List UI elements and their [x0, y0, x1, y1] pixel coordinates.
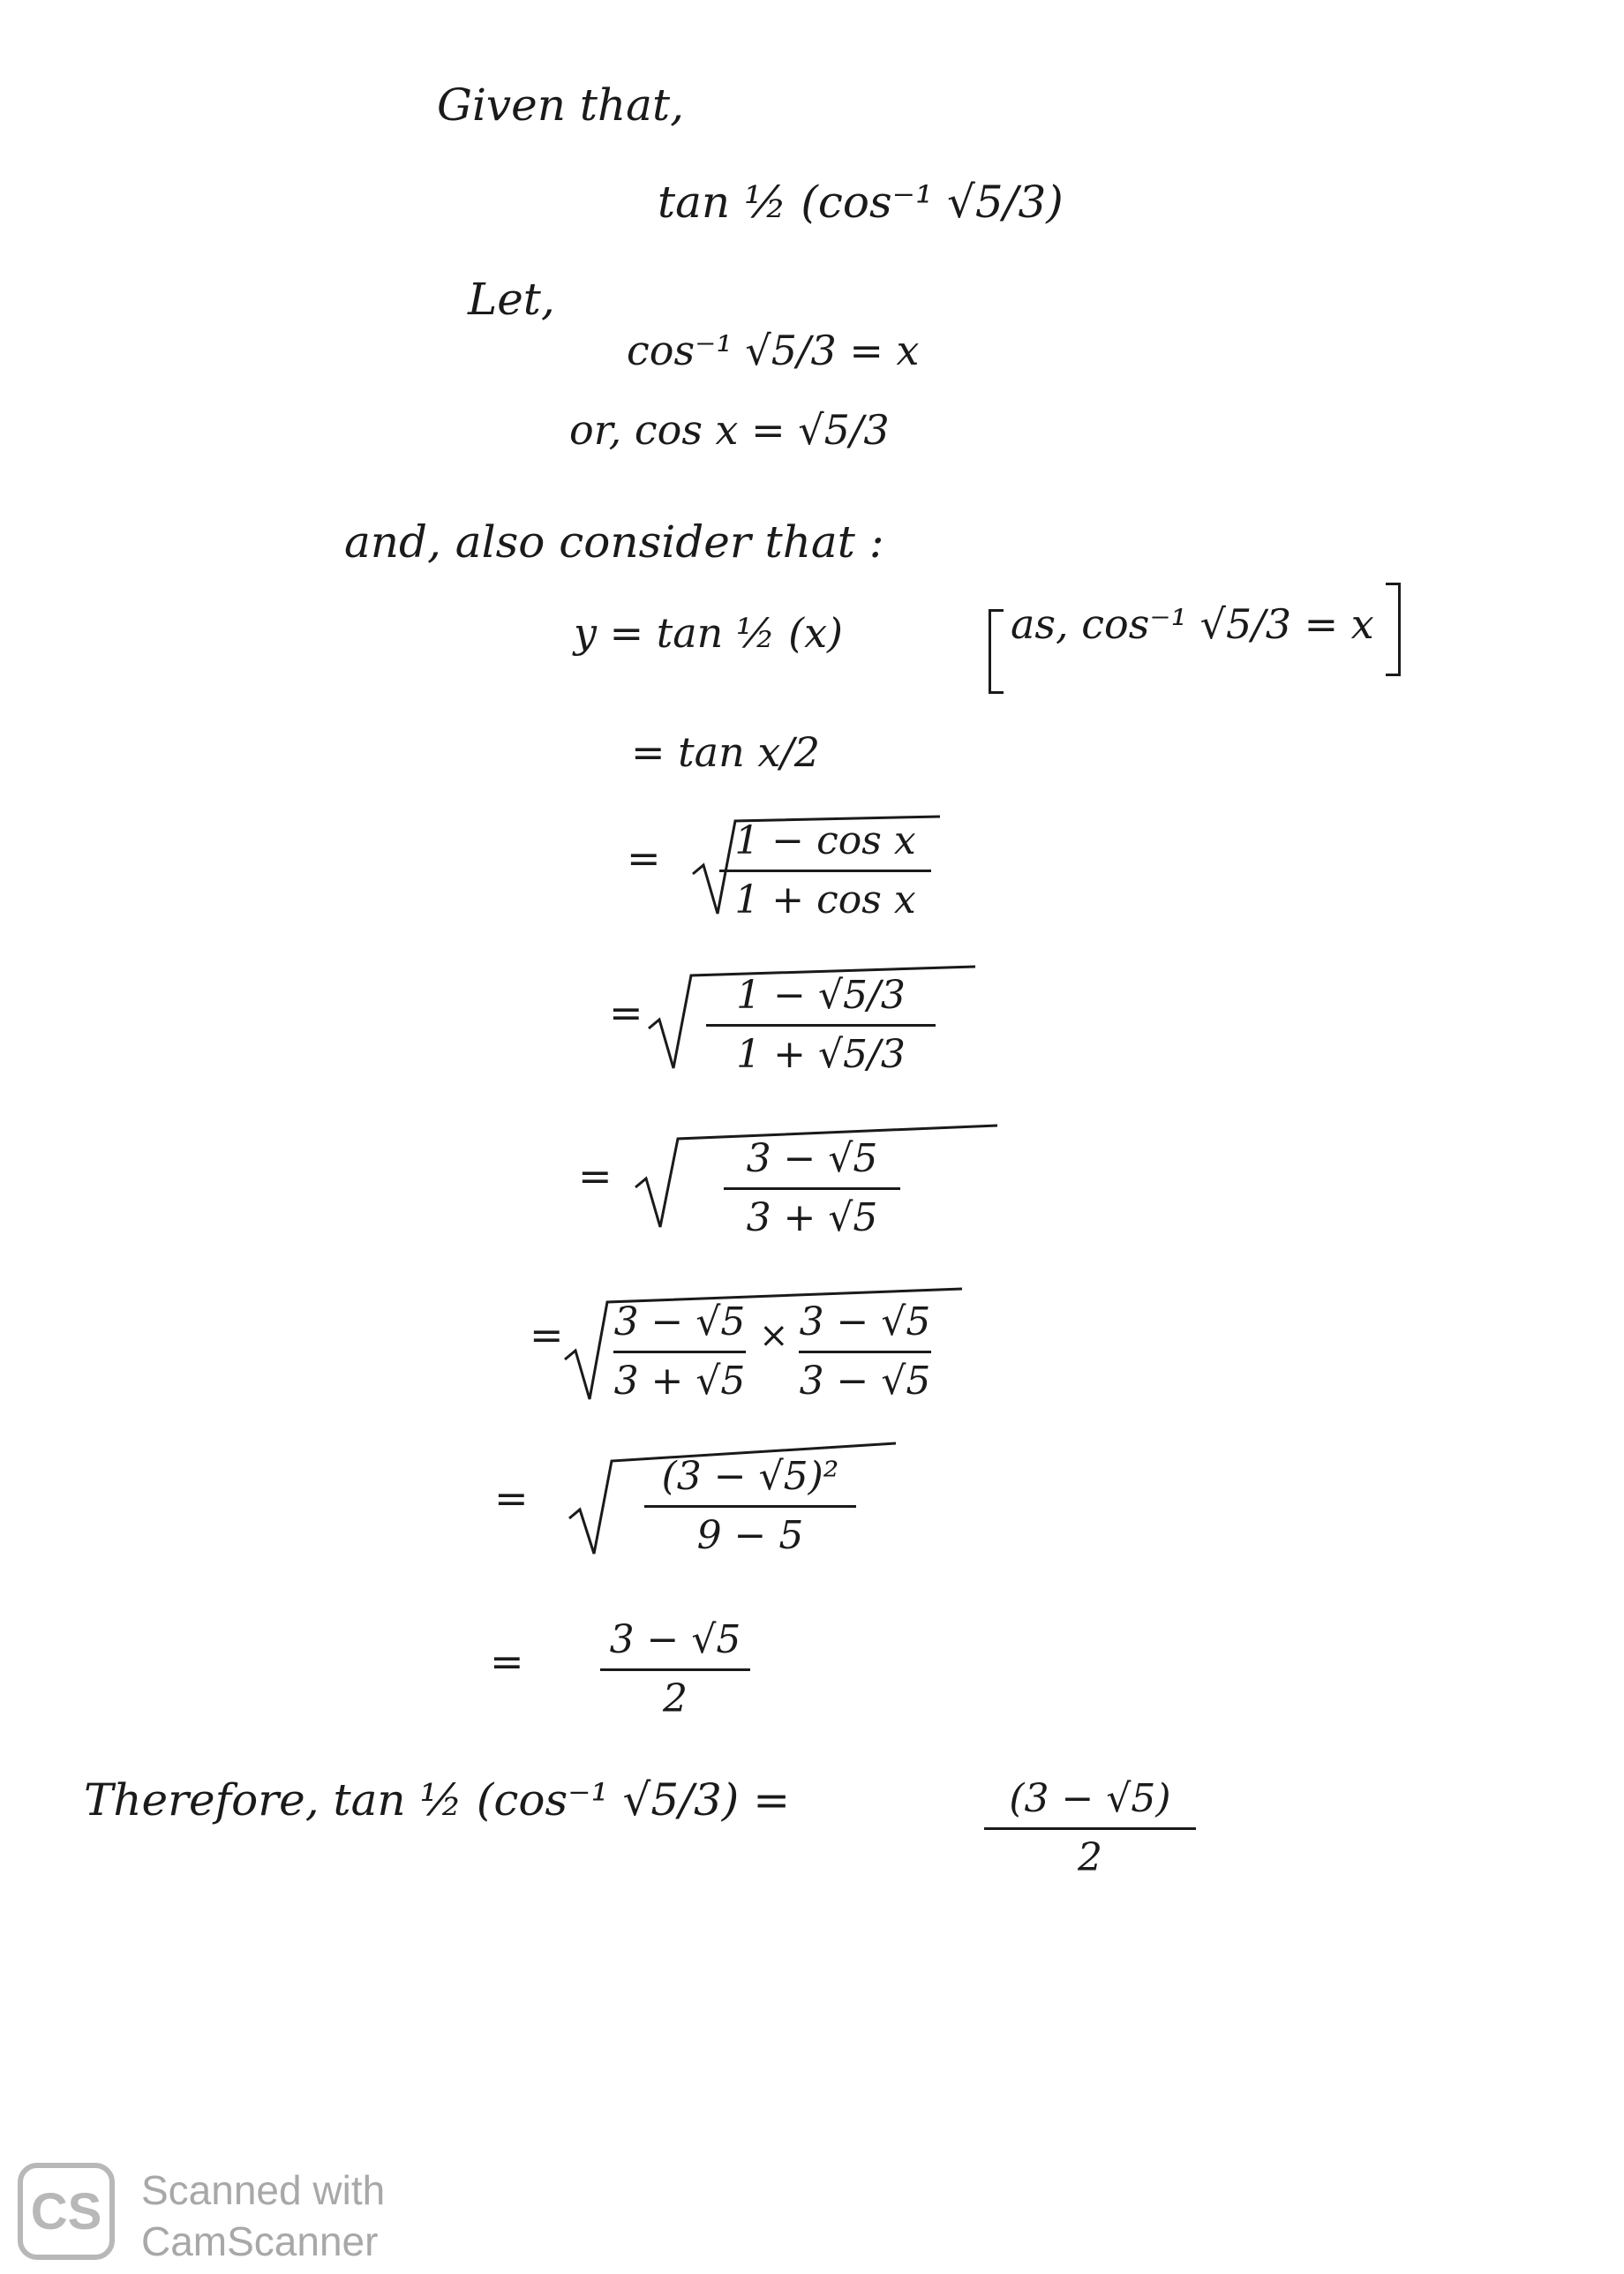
- y-definition: y = tan ½ (x): [574, 609, 843, 657]
- step-2-numerator: 1 − cos x: [734, 818, 916, 863]
- step-6-fraction: [644, 1452, 856, 1561]
- conclusion-numerator: (3 − √5): [1009, 1776, 1171, 1821]
- note-bracket-right: [1386, 583, 1401, 676]
- let-label: Let,: [468, 274, 555, 325]
- step-6-equals: =: [494, 1474, 529, 1522]
- step-3-fraction: [706, 971, 936, 1080]
- watermark-line-1: Scanned with: [141, 2167, 386, 2213]
- step-1: = tan x/2: [631, 728, 821, 776]
- step-6-numerator: (3 − √5)²: [661, 1454, 839, 1499]
- definition-line-1: cos⁻¹ √5/3 = x: [627, 327, 920, 374]
- given-expression: tan ½ (cos⁻¹ √5/3): [658, 177, 1064, 228]
- step-3-numerator: 1 − √5/3: [736, 973, 906, 1018]
- step-5-denominator-a: 3 + √5: [613, 1359, 746, 1404]
- step-4-equals: =: [578, 1152, 613, 1200]
- step-6-denominator: 9 − 5: [696, 1513, 804, 1558]
- step-7-numerator: 3 − √5: [609, 1617, 741, 1662]
- step-5-times: ×: [759, 1315, 789, 1356]
- step-5-denominator-b: 3 − √5: [799, 1359, 931, 1404]
- step-5-numerator-a: 3 − √5: [613, 1299, 746, 1344]
- step-5-fraction-a: [613, 1298, 746, 1406]
- step-2-denominator: 1 + cos x: [734, 877, 916, 922]
- step-3-denominator: 1 + √5/3: [736, 1032, 906, 1077]
- step-5-equals: =: [530, 1311, 564, 1359]
- given-that-text: Given that,: [437, 79, 684, 131]
- consider-text: and, also consider that :: [344, 516, 884, 568]
- step-7-equals: =: [490, 1638, 524, 1685]
- definition-line-2: or, cos x = √5/3: [569, 406, 890, 454]
- step-4-numerator: 3 − √5: [746, 1136, 878, 1181]
- note-bracket-left: [989, 609, 1004, 694]
- watermark-line-2: CamScanner: [141, 2218, 379, 2264]
- step-2-equals: =: [627, 834, 661, 882]
- step-5-numerator-b: 3 − √5: [799, 1299, 931, 1344]
- camscanner-watermark: [141, 2165, 385, 2267]
- bracket-note: as, cos⁻¹ √5/3 = x: [1011, 600, 1374, 648]
- step-5-fraction-b: [799, 1298, 931, 1406]
- conclusion-fraction: [984, 1774, 1196, 1883]
- camscanner-logo: CS: [18, 2163, 115, 2260]
- step-4-fraction: [724, 1134, 900, 1243]
- step-4-denominator: 3 + √5: [746, 1195, 878, 1240]
- conclusion-denominator: 2: [1078, 1835, 1102, 1880]
- step-7-fraction: [600, 1615, 750, 1724]
- step-7-denominator: 2: [663, 1676, 688, 1721]
- step-3-equals: =: [609, 989, 643, 1036]
- conclusion-text: Therefore, tan ½ (cos⁻¹ √5/3) =: [84, 1774, 791, 1826]
- step-2-fraction: [719, 817, 931, 925]
